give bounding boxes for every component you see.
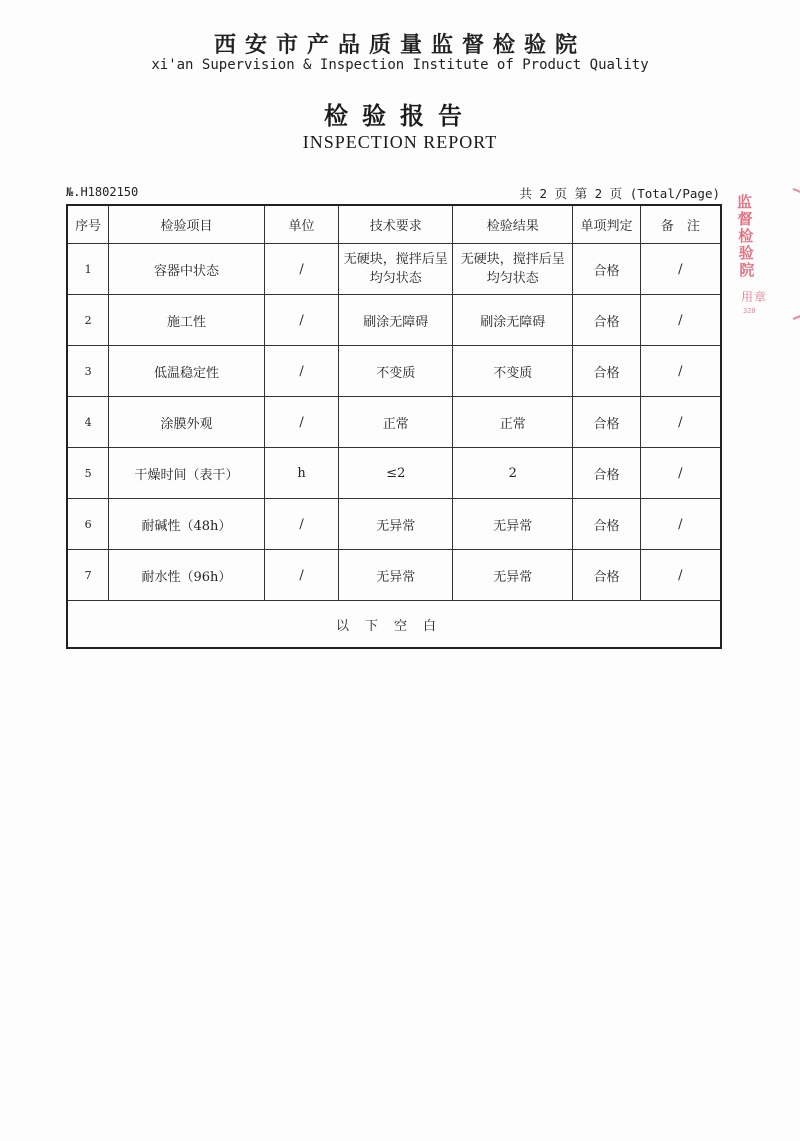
institute-name-cn: 西安市产品质量监督检验院 — [213, 32, 586, 58]
table-row — [67, 550, 721, 601]
page-indicator: 共 2 页 第 2 页 (Total/Page) — [519, 186, 720, 201]
row-requirement: 无异常 — [339, 550, 453, 601]
row-result: 正常 — [453, 397, 573, 448]
row-result: 刷涂无障碍 — [453, 295, 573, 346]
row-judgement: 合格 — [573, 499, 640, 550]
stamp-char: 院 — [739, 261, 755, 279]
row-no: 5 — [67, 448, 109, 499]
row-no: 4 — [67, 397, 109, 448]
table-row — [67, 295, 721, 346]
row-remark: / — [640, 448, 721, 499]
row-item: 施工性 — [109, 295, 264, 346]
col-header-requirement: 技术要求 — [339, 205, 453, 244]
row-item: 干燥时间（表干） — [109, 448, 264, 499]
row-remark: / — [640, 295, 721, 346]
row-item: 涂膜外观 — [109, 397, 264, 448]
row-no: 2 — [67, 295, 109, 346]
stamp-char: 监 — [737, 193, 753, 211]
inspection-table — [66, 204, 722, 649]
row-judgement: 合格 — [573, 550, 640, 601]
report-title-cn: 检验报告 — [324, 101, 476, 130]
row-item: 低温稳定性 — [109, 346, 264, 397]
row-remark: / — [640, 550, 721, 601]
row-result: 无异常 — [453, 550, 573, 601]
stamp-char: 督 — [737, 210, 753, 228]
row-no: 6 — [67, 499, 109, 550]
col-header-result: 检验结果 — [453, 205, 573, 244]
table-row — [67, 397, 721, 448]
row-judgement: 合格 — [573, 295, 640, 346]
col-header-judgement: 单项判定 — [573, 205, 640, 244]
row-requirement: 刷涂无障碍 — [339, 295, 453, 346]
row-remark: / — [640, 397, 721, 448]
svg-text:328: 328 — [743, 307, 756, 315]
row-judgement: 合格 — [573, 448, 640, 499]
row-result: 无硬块，搅拌后呈均匀状态 — [453, 244, 573, 295]
stamp-char: 检 — [738, 227, 754, 245]
row-unit: / — [264, 346, 339, 397]
row-result: 2 — [453, 448, 573, 499]
row-result: 无异常 — [453, 499, 573, 550]
row-requirement: ≤2 — [339, 448, 453, 499]
row-judgement: 合格 — [573, 244, 640, 295]
row-no: 3 — [67, 346, 109, 397]
col-header-unit: 单位 — [264, 205, 339, 244]
row-no: 1 — [67, 244, 109, 295]
report-title-en: INSPECTION REPORT — [302, 132, 498, 152]
blank-note: 以下空白 — [67, 601, 721, 649]
row-item: 容器中状态 — [109, 244, 264, 295]
row-requirement: 无异常 — [339, 499, 453, 550]
row-item: 耐水性（96h） — [109, 550, 264, 601]
col-header-remark: 备 注 — [640, 205, 721, 244]
stamp-subchar: 用 — [741, 290, 754, 304]
row-remark: / — [640, 346, 721, 397]
row-result: 不变质 — [453, 346, 573, 397]
row-judgement: 合格 — [573, 397, 640, 448]
row-unit: / — [264, 295, 339, 346]
official-seal-stamp — [733, 185, 800, 323]
blank-note-row — [67, 601, 721, 649]
table-row — [67, 448, 721, 499]
row-remark: / — [640, 244, 721, 295]
col-header-item: 检验项目 — [109, 205, 264, 244]
row-unit: h — [264, 448, 339, 499]
row-judgement: 合格 — [573, 346, 640, 397]
row-remark: / — [640, 499, 721, 550]
stamp-char: 验 — [738, 244, 754, 262]
row-requirement: 无硬块，搅拌后呈均匀状态 — [339, 244, 453, 295]
row-requirement: 正常 — [339, 397, 453, 448]
institute-name-en: xi'an Supervision & Inspection Institute of Product Quality — [151, 57, 649, 73]
table-row — [67, 346, 721, 397]
table-row — [67, 499, 721, 550]
table-header-row — [67, 205, 721, 244]
report-number: №.H1802150 — [66, 185, 139, 199]
row-item: 耐碱性（48h） — [109, 499, 264, 550]
row-unit: / — [264, 244, 339, 295]
row-unit: / — [264, 499, 339, 550]
row-unit: / — [264, 397, 339, 448]
stamp-subchar: 章 — [754, 290, 767, 304]
col-header-no: 序号 — [67, 205, 109, 244]
row-no: 7 — [67, 550, 109, 601]
table-row — [67, 244, 721, 295]
row-requirement: 不变质 — [339, 346, 453, 397]
row-unit: / — [264, 550, 339, 601]
